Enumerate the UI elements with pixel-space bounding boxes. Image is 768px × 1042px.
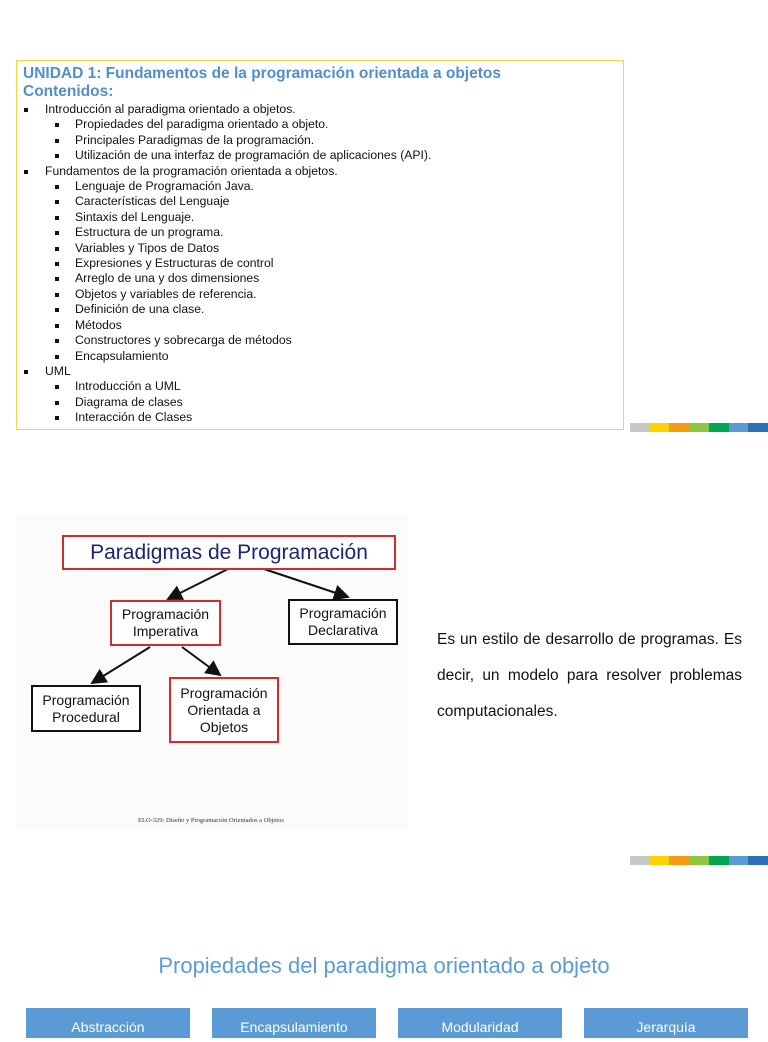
- strip-segment: [729, 856, 749, 865]
- topic-item: [23, 164, 617, 364]
- arrow-to-oop: [182, 647, 220, 675]
- properties-title: Propiedades del paradigma orientado a objeto: [158, 953, 610, 978]
- subtopic-list: [47, 179, 617, 364]
- subtopic-item: Principales Paradigmas de la programación.: [47, 133, 617, 148]
- subtopic-item: Introducción a UML: [47, 379, 617, 394]
- unit-contents-box: [16, 60, 624, 430]
- color-strip: [630, 856, 768, 865]
- strip-segment: [630, 856, 650, 865]
- subtopic-item: Lenguaje de Programación Java.: [47, 179, 617, 194]
- subtopic-list: [47, 379, 617, 425]
- subtopic-item: Variables y Tipos de Datos: [47, 241, 617, 256]
- oop-box: [169, 677, 279, 743]
- property-hierarchy-button[interactable]: Jerarquía: [584, 1008, 748, 1038]
- topic-item: [23, 364, 617, 426]
- subtopic-item: Características del Lenguaje: [47, 194, 617, 209]
- topic-label: UML: [45, 363, 71, 378]
- procedural-box: [31, 685, 141, 732]
- subtopic-list: [47, 117, 617, 163]
- strip-segment: [689, 856, 709, 865]
- topic-label: Introducción al paradigma orientado a objetos.: [45, 102, 296, 116]
- strip-segment: [748, 856, 768, 865]
- subtopic-item: Constructores y sobrecarga de métodos: [47, 333, 617, 348]
- property-encapsulation-button[interactable]: Encapsulamiento: [212, 1008, 376, 1038]
- strip-segment: [689, 423, 709, 432]
- diagram-title: Paradigmas de Programación: [90, 541, 368, 564]
- box-line: Objetos: [199, 718, 249, 735]
- paradigms-diagram: [16, 515, 408, 830]
- diagram-title-box: [62, 535, 396, 570]
- box-line: Programación: [299, 605, 387, 621]
- topic-list: [23, 102, 617, 426]
- box-line: Orientada a: [187, 701, 261, 718]
- contents-heading: Contenidos:: [23, 83, 114, 100]
- strip-segment: [650, 423, 670, 432]
- subtopic-item: Métodos: [47, 318, 617, 333]
- subtopic-item: Arreglo de una y dos dimensiones: [47, 271, 617, 286]
- property-modularity-button[interactable]: Modularidad: [398, 1008, 562, 1038]
- subtopic-item: Diagrama de clases: [47, 395, 617, 410]
- strip-segment: [650, 856, 670, 865]
- subtopic-item: Definición de una clase.: [47, 302, 617, 317]
- strip-segment: [630, 423, 650, 432]
- subtopic-item: Estructura de un programa.: [47, 225, 617, 240]
- imperative-box: [110, 600, 221, 646]
- declarative-box: [288, 599, 398, 645]
- arrow-to-procedural: [92, 647, 150, 683]
- strip-segment: [729, 423, 749, 432]
- subtopic-item: Encapsulamiento: [47, 349, 617, 364]
- strip-segment: [669, 423, 689, 432]
- subtopic-item: Objetos y variables de referencia.: [47, 287, 617, 302]
- box-line: Imperativa: [132, 623, 199, 639]
- box-line: Procedural: [52, 708, 120, 725]
- box-line: Programación: [42, 691, 130, 708]
- box-line: Declarativa: [307, 622, 379, 638]
- strip-segment: [669, 856, 689, 865]
- color-strip: [630, 423, 768, 432]
- arrow-to-declarative: [264, 569, 348, 597]
- subtopic-item: Interacción de Clases: [47, 410, 617, 425]
- subtopic-item: Sintaxis del Lenguaje.: [47, 210, 617, 225]
- unit-title: UNIDAD 1: Fundamentos de la programación orientada a objetos: [23, 65, 501, 82]
- strip-segment: [748, 423, 768, 432]
- topic-item: [23, 102, 617, 164]
- box-line: Programación: [121, 606, 210, 622]
- diagram-footer: ELO-329: Diseño y Programación Orientados a Objetos: [138, 817, 284, 824]
- box-line: Programación: [180, 684, 268, 701]
- property-abstraction-button[interactable]: Abstracción: [26, 1008, 190, 1038]
- strip-segment: [709, 856, 729, 865]
- subtopic-item: Expresiones y Estructuras de control: [47, 256, 617, 271]
- paradigm-description: Es un estilo de desarrollo de programas. Es decir, un modelo para resolver problemas computacionales.: [437, 631, 742, 720]
- subtopic-item: Propiedades del paradigma orientado a objeto.: [47, 117, 617, 132]
- topic-label: Fundamentos de la programación orientada a objetos.: [45, 163, 338, 178]
- subtopic-item: Utilización de una interfaz de programación de aplicaciones (API).: [47, 148, 617, 163]
- arrow-to-imperative: [168, 569, 228, 599]
- strip-segment: [709, 423, 729, 432]
